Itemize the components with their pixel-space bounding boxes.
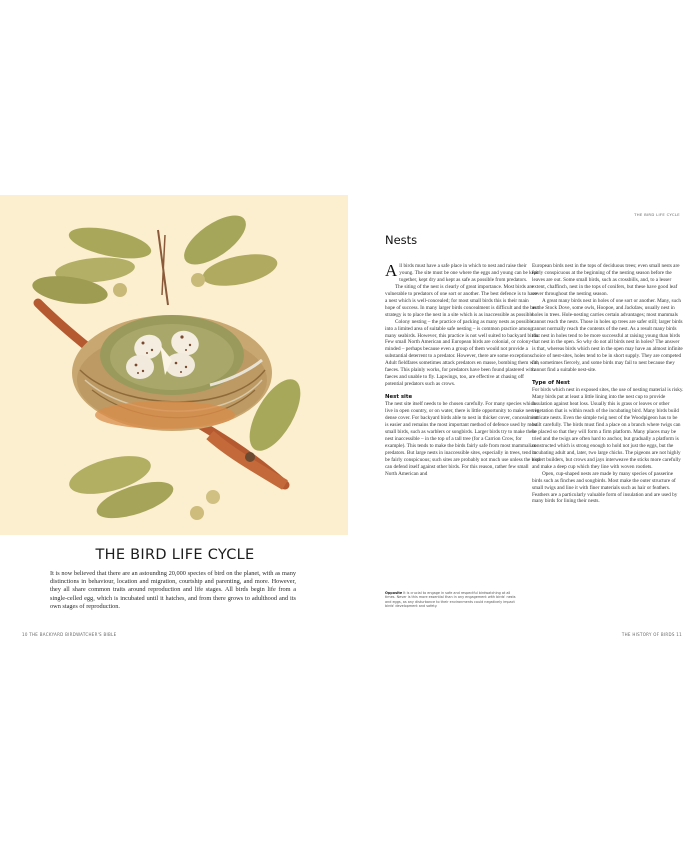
paragraph: Colony nesting – the practice of packing as many nests as possible into a limited area of suitable safe nesting – is common practice among many seabirds. However, this practice is not well suited to backyard birds. Few small North American and European birds are colonial, or colony-minded – perhaps because even a group of them would not provide a substantial deterrent to a predator. However, there are some exceptions. Adult fieldfares sometimes attack predators en masse, bombing them with faeces. This plainly works, for predators have been found plastered with faeces and unable to fly. Lapwings, too, are effective at chasing off potential predators such as crows. — [385, 318, 540, 388]
paragraph: European birds nest in the tops of deciduous trees; even small nests are fairly conspicuous at the beginning of the nesting season before the leaves are out. Some small birds, such as crossbills, and, to a lesser extent, chaffinch, nest in the tops of conifers, but these have good leaf cover throughout the nesting season. — [532, 263, 680, 297]
right-page-footer: THE HISTORY OF BIRDS 11 — [621, 632, 682, 637]
paragraph: A great many birds nest in holes of one sort or another. Many, such as the Stock Dove, some owls, Hoopoe, and Jackdaw, usually nest in holes in trees. Hole-nesting carries certain advantages; most mammals cannot reach the nests. Those in holes up trees are safer still; larger birds cannot normally reach the contents of the nest. As a result many birds that nest in holes tend to be more successful at raising young than birds that nest in the open. So why do not all birds nest in holes? The answer is that, whereas birds which nest in the open may have an almost infinite choice of nest-sites, holes tend to be in short supply. They are competed for, sometimes fiercely, and some birds may fail to nest because they cannot find a suitable nest-site. — [532, 297, 683, 374]
paragraph: The nest site itself needs to be chosen carefully. For many species which live in open country, or on water, there is little opportunity to make nest in dense cover. For backyard birds able to nest in thicker cover, concealment is easier and remains the most important method of defence used by most small birds, such as warblers or songbirds. Larger birds try to make their nest inaccessible – in the top of a tall tree (for a Carrion Crow, for example). This tends to make the birds fairly safe from most mammalian predators. But large nests in inaccessible sites, especially in trees, tend to be fairly conspicuous; such sites are probably not much use unless the bird can defend itself against other birds. For this reason, rather few small North American and — [385, 401, 541, 477]
caption-text: It is crucial to engage in safe and respectful birdwatching at all times. Never is this more essential than in any engagement with birds' nests and eggs, as any disturbance to their environments could negatively impact birds' development and safety. — [385, 591, 516, 609]
paragraph-text: ll birds must have a safe place in which to nest and raise their young. The site must be one where the eggs and young can be kept together, kept dry and kept as safe as possible from predators. — [399, 263, 539, 283]
paragraph: The siting of the nest is clearly of great importance. Most birds are vulnerable to predators of one sort or another. The best defence is to have a nest which is well-concealed; for most small birds this is their main hope of success. In many larger birds concealment is difficult and the best strategy is to place the nest in a site which is as inaccessible as possible. — [385, 283, 539, 318]
paragraph — [385, 263, 540, 284]
paragraph: For birds which nest in exposed sites, the use of nesting material is risky. Many birds put at least a little lining into the nest cup to provide insulation against heat loss. Usually this is grass or leaves or other vegetation that is within reach of the incubating bird. Many birds build intricate nests. Even the simple twig nest of the Woodpigeon has to be built carefully. The birds must find a place on a branch where twigs can be placed so that they will form a firm platform. Many places may be tried and the twigs are often hard to anchor, but gradually a platform is constructed which is strong enough to hold not just the eggs, but the incubating adult and, later, two large chicks. The pigeons are not highly expert builders, but crows and jays interweave the sticks more carefully and make a deep cup which they line with woven rootlets. — [532, 387, 684, 470]
left-page-footer: 10 THE BACKYARD BIRDWATCHER'S BIBLE — [22, 632, 117, 637]
nest-illustration — [0, 195, 348, 535]
drop-cap: A — [385, 261, 398, 280]
text-column-left — [385, 263, 540, 478]
chapter-intro: It is now believed that there are an astounding 20,000 species of bird on the planet, with as many distinctions in behaviour, location and migration, courtship and parenting, and more. However, they all share common traits around reproduction and life stages. All birds begin life from a single-celled egg, which is incubated until it hatches, and from there grows to adulthood and its own stages of reproduction. — [50, 570, 296, 610]
section-title: Nests — [385, 233, 418, 247]
image-caption — [385, 591, 517, 609]
running-head: THE BIRD LIFE CYCLE — [634, 212, 680, 217]
nest-illustration-graphic — [0, 195, 348, 535]
subheading-type-of-nest: Type of Nest — [532, 380, 570, 387]
text-column-right — [532, 263, 684, 505]
chapter-title: THE BIRD LIFE CYCLE — [95, 547, 255, 563]
caption-label: Opposite — [385, 591, 403, 595]
paragraph: Open, cup-shaped nests are made by many species of passerine birds such as finches and songbirds. Most make the outer structure of small twigs and line it with finer materials such as hair or feathers. Feathers are a particularly valuable form of insulation and are used by many birds for lining their nests. — [532, 470, 678, 505]
subheading-nest-site: Nest site — [385, 394, 413, 401]
